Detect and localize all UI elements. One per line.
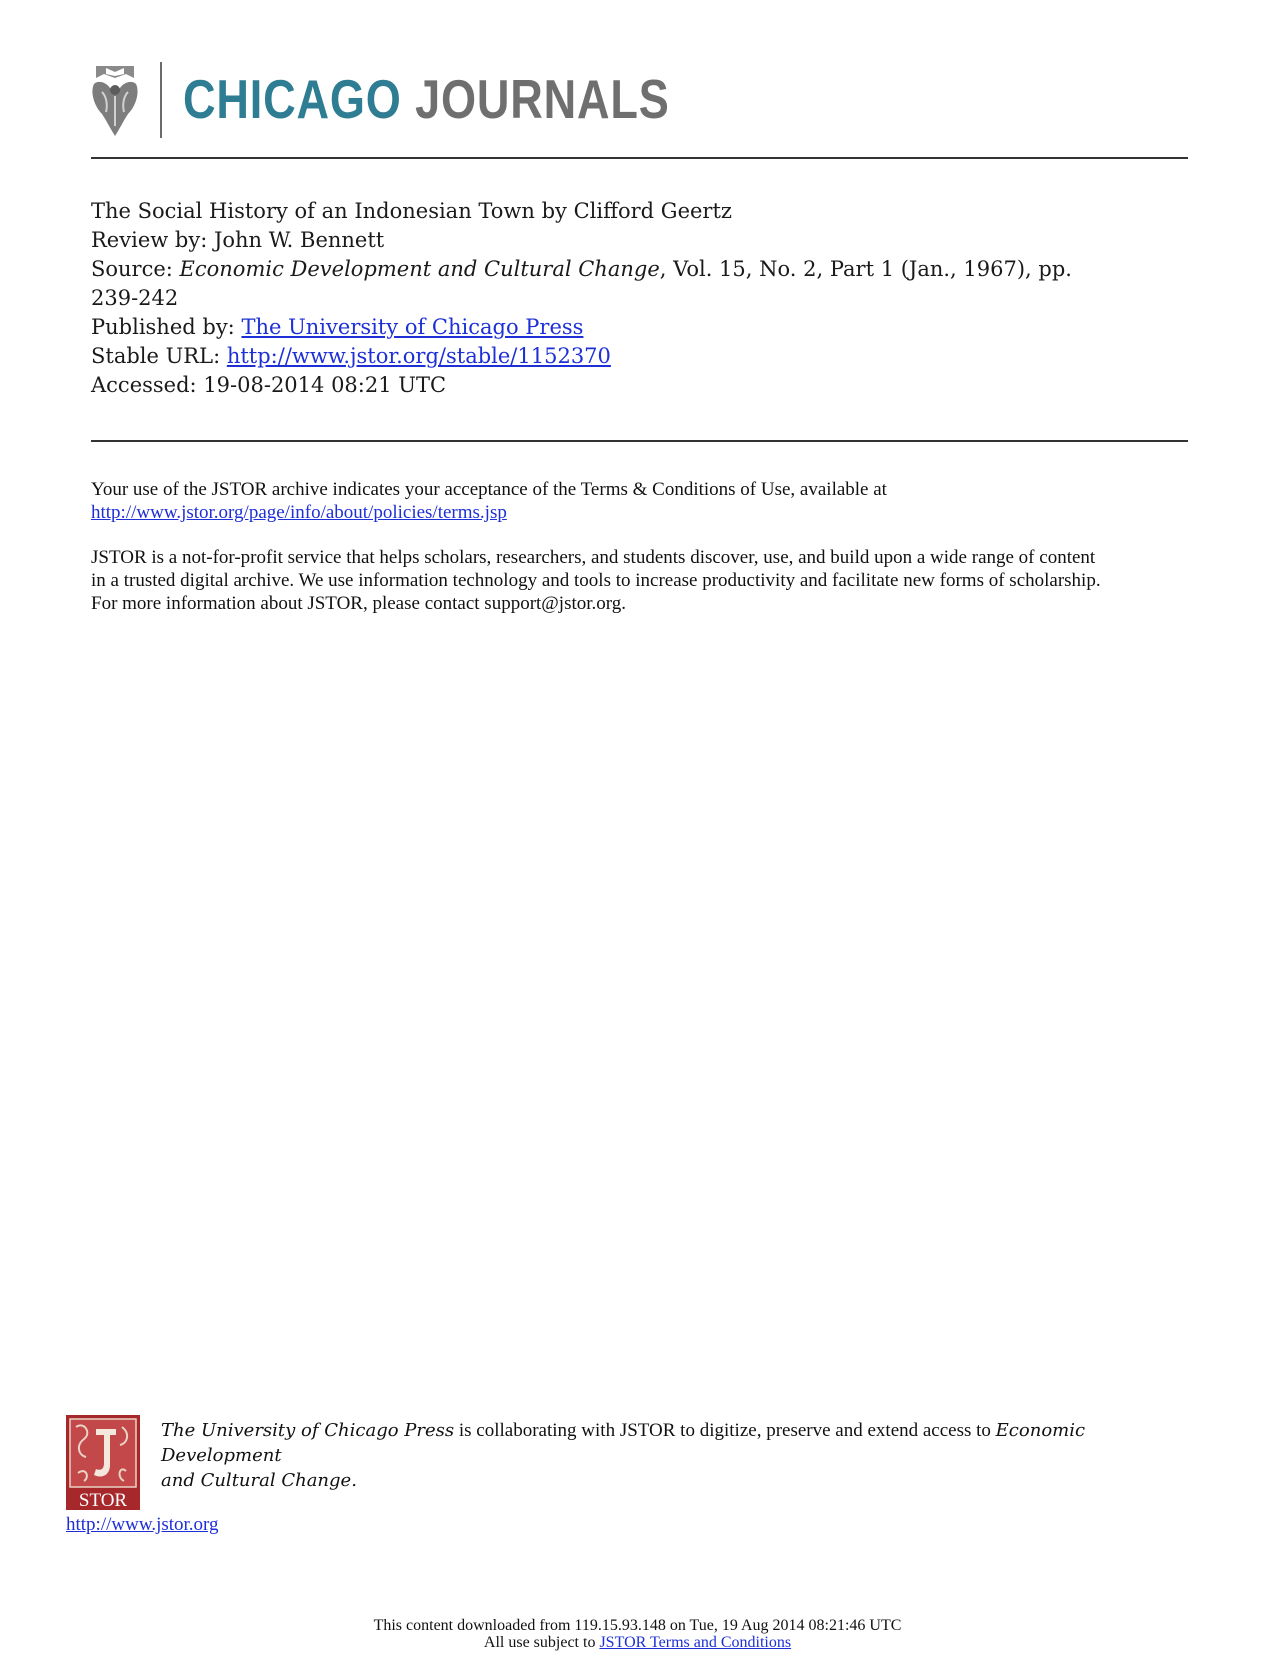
terms-footer-line (0, 1634, 1275, 1651)
about-line-3: For more information about JSTOR, please contact support@jstor.org. (91, 593, 627, 614)
terms-paragraph (91, 478, 1211, 524)
review-label: Review by: (91, 228, 208, 252)
about-line-1: JSTOR is a not-for-profit service that helps scholars, researchers, and students discover, use, and build upon a wide range of content (91, 547, 1096, 568)
publisher-link[interactable]: The University of Chicago Press (241, 315, 584, 339)
jstor-terms-link[interactable]: JSTOR Terms and Conditions (599, 1634, 792, 1651)
download-info: This content downloaded from 119.15.93.148 on Tue, 19 Aug 2014 08:21:46 UTC (373, 1617, 902, 1634)
reviewer-name: John W. Bennett (213, 228, 385, 252)
published-line (91, 313, 1191, 342)
collab-end: . (351, 1470, 357, 1491)
collab-publisher: The University of Chicago Press (161, 1420, 455, 1441)
collab-journal-a: Economic Development (161, 1420, 1086, 1466)
top-divider (91, 157, 1188, 159)
middle-divider (91, 440, 1188, 442)
university-crest-icon (88, 62, 142, 138)
jstor-logo-text: STOR (78, 1490, 128, 1510)
citation-block (91, 197, 1191, 400)
collab-journal-b: and Cultural Change (161, 1470, 352, 1491)
about-line-2: in a trusted digital archive. We use information technology and tools to increase productivity and facilitate new forms of scholarship. (91, 570, 1101, 591)
jstor-about-paragraph (91, 546, 1211, 615)
collaboration-statement (161, 1418, 1211, 1493)
article-title: The Social History of an Indonesian Town by Clifford Geertz (91, 199, 732, 223)
terms-footer-prefix: All use subject to (483, 1634, 600, 1651)
accessed-date: 19-08-2014 08:21 UTC (203, 373, 447, 397)
stable-url-link[interactable]: http://www.jstor.org/stable/1152370 (226, 344, 611, 368)
stable-url-line (91, 342, 1191, 371)
jstor-logo-icon[interactable] (66, 1415, 140, 1510)
terms-text: Your use of the JSTOR archive indicates your acceptance of the Terms & Conditions of Use, available at (91, 479, 887, 500)
logo-word-chicago: CHICAGO (183, 68, 402, 130)
page-range: 239-242 (91, 286, 179, 310)
download-footer (0, 1617, 1275, 1651)
source-details: , Vol. 15, No. 2, Part 1 (Jan., 1967), pp. (659, 257, 1072, 281)
terms-block (91, 478, 1211, 637)
review-line (91, 226, 1191, 255)
source-line (91, 255, 1191, 284)
stable-url-label: Stable URL: (91, 344, 221, 368)
accessed-line (91, 371, 1191, 400)
accessed-label: Accessed: (91, 373, 197, 397)
journal-title: Economic Development and Cultural Change (179, 257, 660, 281)
jstor-home-link[interactable]: http://www.jstor.org (66, 1514, 219, 1535)
logo-word-journals: JOURNALS (415, 68, 670, 130)
published-label: Published by: (91, 315, 235, 339)
source-label: Source: (91, 257, 173, 281)
logo-divider (160, 62, 162, 138)
logo-wordmark (183, 64, 670, 134)
chicago-journals-logo (88, 60, 670, 140)
terms-link[interactable]: http://www.jstor.org/page/info/about/policies/terms.jsp (91, 502, 507, 523)
collab-middle: is collaborating with JSTOR to digitize, preserve and extend access to (454, 1420, 996, 1441)
